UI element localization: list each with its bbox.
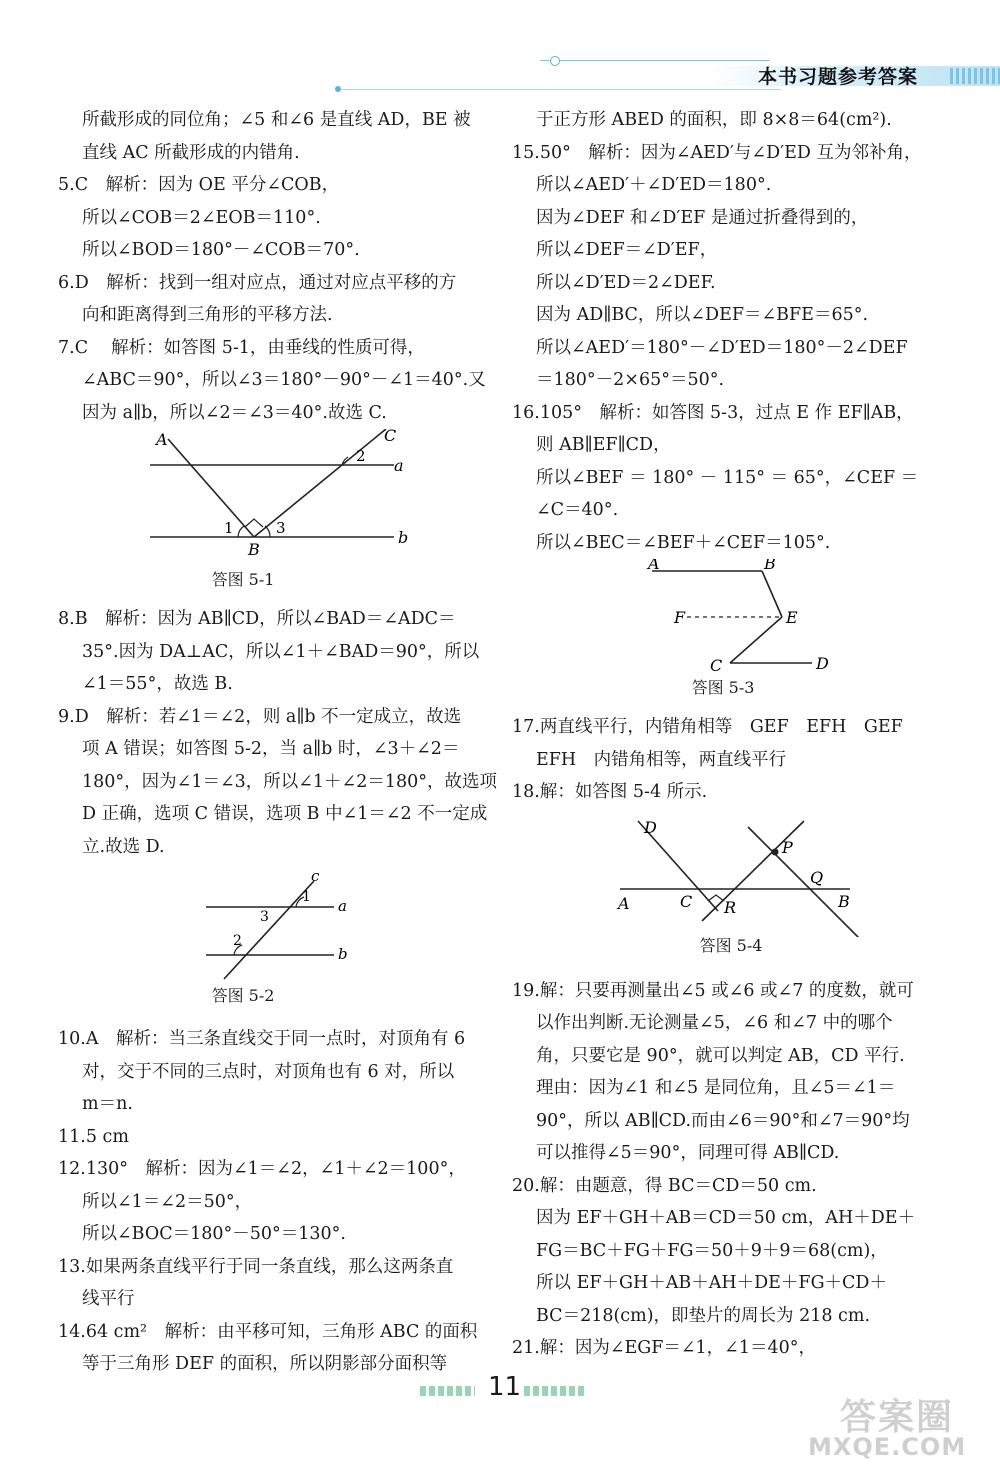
segment-BE bbox=[762, 571, 782, 617]
arc-1 bbox=[238, 526, 244, 537]
text-line: 18.解：如答图 5-4 所示. bbox=[512, 782, 708, 802]
label-3: 3 bbox=[260, 909, 269, 925]
text-line: 项 A 错误；如答图 5-2，当 a∥b 时，∠3＋∠2＝ bbox=[82, 739, 460, 759]
line-PQ bbox=[748, 827, 860, 937]
text-line: 对，交于不同的三点时，对顶角也有 6 对，所以 bbox=[82, 1061, 455, 1082]
label-b: b bbox=[338, 945, 348, 963]
text-line: 所以∠1＝∠2＝50°， bbox=[82, 1191, 253, 1212]
text-line: 直线 AC 所截形成的内错角. bbox=[82, 142, 300, 163]
text-line: 20.解：由题意，得 BC＝CD＝50 cm. bbox=[512, 1175, 817, 1196]
text-line: 21.解：因为∠EGF＝∠1，∠1＝40°， bbox=[512, 1338, 817, 1358]
right-block-1 bbox=[512, 104, 942, 559]
line-ab bbox=[168, 439, 254, 537]
text-line: 所截形成的同位角；∠5 和∠6 是直线 AD，BE 被 bbox=[82, 110, 471, 130]
watermark-bottom: MXQE.COM bbox=[808, 1433, 967, 1461]
figure-5-4 bbox=[512, 809, 942, 937]
footer-left-ornament bbox=[420, 1386, 475, 1396]
right-angle-mark bbox=[708, 895, 724, 901]
right-angle-mark bbox=[245, 519, 263, 527]
text-line: 理由：因为∠1 和∠5 是同位角，且∠5＝∠1＝ bbox=[536, 1078, 896, 1098]
text-line: m＝n. bbox=[82, 1094, 133, 1114]
segment-EC bbox=[730, 617, 782, 663]
right-block-3 bbox=[512, 975, 942, 1365]
text-line: ∠ABC＝90°，所以∠3＝180°－90°－∠1＝40°.又 bbox=[82, 370, 486, 390]
point-P bbox=[772, 848, 779, 855]
line-bc bbox=[254, 429, 386, 537]
text-line: 17.两直线平行，内错角相等 GEF EFH GEF bbox=[512, 717, 903, 737]
watermark-top: 答案圈 bbox=[840, 1397, 955, 1438]
text-line: ＝180°－2×65°＝50°. bbox=[536, 370, 725, 390]
label-C: C bbox=[384, 429, 397, 445]
right-column bbox=[512, 104, 942, 1365]
text-line: 所以 EF＋GH＋AB＋AH＋DE＋FG＋CD＋ bbox=[536, 1273, 887, 1293]
label-C: C bbox=[680, 891, 693, 911]
label-B: B bbox=[764, 559, 776, 573]
left-block-3 bbox=[58, 1023, 488, 1381]
text-line: BC＝218(cm)，即垫片的周长为 218 cm. bbox=[536, 1305, 871, 1326]
text-line: 11.5 cm bbox=[58, 1126, 129, 1147]
text-line: 因为 a∥b，所以∠2＝∠3＝40°.故选 C. bbox=[82, 402, 387, 423]
caption-5-4: 答图 5-4 bbox=[699, 935, 763, 955]
text-line: ∠1＝55°，故选 B. bbox=[82, 674, 233, 694]
label-A: A bbox=[648, 559, 660, 573]
label-a: a bbox=[394, 456, 404, 475]
text-line: 180°，因为∠1＝∠3，所以∠1＋∠2＝180°，故选项 bbox=[82, 771, 497, 792]
left-block-1 bbox=[58, 104, 488, 429]
text-line: 9.D 解析：若∠1＝∠2，则 a∥b 不一定成立，故选 bbox=[58, 706, 462, 727]
label-Q: Q bbox=[810, 867, 824, 887]
header-rule bbox=[540, 60, 770, 61]
caption-5-1: 答图 5-1 bbox=[211, 570, 275, 589]
text-line: 所以∠AED′＋∠D′ED＝180°. bbox=[536, 175, 772, 195]
text-line: 所以∠COB＝2∠EOB＝110°. bbox=[82, 207, 321, 228]
label-2: 2 bbox=[356, 447, 366, 465]
text-line: 因为 EF＋GH＋AB＝CD＝50 cm，AH＋DE＋ bbox=[536, 1208, 916, 1228]
text-line: EFH 内错角相等，两直线平行 bbox=[536, 749, 787, 770]
text-line: 8.B 解析：因为 AB∥CD，所以∠BAD＝∠ADC＝ bbox=[58, 609, 456, 629]
figure-5-2 bbox=[58, 863, 488, 985]
right-block-2 bbox=[512, 711, 942, 809]
header-title: 本书习题参考答案 bbox=[758, 66, 919, 88]
text-line: 因为∠DEF 和∠D′EF 是通过折叠得到的， bbox=[536, 207, 869, 228]
text-line: 13.如果两条直线平行于同一条直线，那么这两条直 bbox=[58, 1256, 454, 1277]
text-line: 7.C 解析：如答图 5-1，由垂线的性质可得， bbox=[58, 337, 425, 358]
text-line: 则 AB∥EF∥CD， bbox=[536, 435, 671, 455]
label-2: 2 bbox=[233, 933, 242, 949]
label-a: a bbox=[338, 897, 347, 915]
text-line: 等于三角形 DEF 的面积，所以阴影部分面积等 bbox=[82, 1354, 448, 1374]
text-line: 5.C 解析：因为 OE 平分∠COB， bbox=[58, 175, 340, 195]
figure-5-1 bbox=[58, 429, 488, 579]
figure-5-2-svg bbox=[58, 863, 488, 985]
figure-5-3-svg bbox=[512, 559, 942, 677]
label-B: B bbox=[248, 540, 260, 559]
left-block-2 bbox=[58, 603, 497, 863]
text-line: 所以∠BOC＝180°－50°＝130°. bbox=[82, 1224, 346, 1244]
text-line: 19.解：只要再测量出∠5 或∠6 或∠7 的度数，就可 bbox=[512, 980, 914, 1001]
text-line: 向和距离得到三角形的平移方法. bbox=[82, 305, 333, 325]
label-A: A bbox=[618, 893, 630, 913]
text-line: 立.故选 D. bbox=[82, 836, 165, 857]
label-A: A bbox=[156, 430, 168, 449]
figure-5-3 bbox=[512, 559, 942, 677]
label-F: F bbox=[674, 608, 686, 627]
label-C: C bbox=[710, 656, 723, 675]
text-line: FG＝BC＋FG＋FG＝50＋9＋9＝68(cm)， bbox=[536, 1240, 888, 1261]
label-P: P bbox=[782, 837, 793, 857]
text-line: 14.64 cm² 解析：由平移可知，三角形 ABC 的面积 bbox=[58, 1321, 478, 1342]
page-header bbox=[540, 52, 1000, 88]
header-dot-icon bbox=[550, 56, 560, 66]
line-RP bbox=[702, 821, 804, 921]
line-c bbox=[224, 881, 314, 979]
text-line: 所以∠DEF＝∠D′EF， bbox=[536, 240, 718, 260]
text-line: 6.D 解析：找到一组对应点，通过对应点平移的方 bbox=[58, 272, 457, 293]
label-3: 3 bbox=[276, 519, 286, 537]
text-line: 所以∠BEC＝∠BEF＋∠CEF＝105°. bbox=[536, 532, 831, 553]
figure-5-4-svg bbox=[512, 809, 942, 937]
footer-right-ornament bbox=[524, 1386, 584, 1396]
text-line: 16.105° 解析：如答图 5-3，过点 E 作 EF∥AB， bbox=[512, 402, 914, 423]
text-line: 35°.因为 DA⊥AC，所以∠1＋∠BAD＝90°，所以 bbox=[82, 641, 480, 662]
text-line: 12.130° 解析：因为∠1＝∠2，∠1＋∠2＝100°， bbox=[58, 1159, 466, 1179]
label-E: E bbox=[786, 608, 798, 627]
text-line: 线平行 bbox=[82, 1289, 135, 1309]
page-footer bbox=[420, 1372, 620, 1412]
text-line: 可以推得∠5＝90°，同理可得 AB∥CD. bbox=[536, 1143, 840, 1163]
caption-5-2: 答图 5-2 bbox=[211, 986, 275, 1005]
text-line: 90°，所以 AB∥CD.而由∠6＝90°和∠7＝90°均 bbox=[536, 1110, 910, 1131]
text-line: 所以∠BOD＝180°－∠COB＝70°. bbox=[82, 240, 360, 260]
label-1: 1 bbox=[302, 889, 311, 905]
label-D: D bbox=[816, 654, 829, 673]
caption-5-3: 答图 5-3 bbox=[691, 678, 755, 697]
label-B: B bbox=[838, 891, 850, 911]
header-underline bbox=[341, 89, 781, 90]
left-column bbox=[58, 104, 497, 1381]
label-c: c bbox=[311, 867, 320, 885]
label-D: D bbox=[644, 817, 657, 837]
text-line: 因为 AD∥BC，所以∠DEF＝∠BFE＝65°. bbox=[536, 305, 869, 325]
text-line: 所以∠BEF ＝ 180° － 115° ＝ 65°，∠CEF ＝ bbox=[536, 467, 919, 488]
label-R: R bbox=[724, 897, 737, 917]
header-stripes bbox=[950, 68, 1000, 84]
text-line: 以作出判断.无论测量∠5，∠6 和∠7 中的哪个 bbox=[536, 1013, 893, 1033]
label-b: b bbox=[398, 528, 409, 547]
text-line: 10.A 解析：当三条直线交于同一点时，对顶角有 6 bbox=[58, 1029, 466, 1049]
text-line: 角，只要它是 90°，就可以判定 AB，CD 平行. bbox=[536, 1045, 905, 1066]
watermark bbox=[800, 1395, 995, 1465]
text-line: 所以∠D′ED＝2∠DEF. bbox=[536, 272, 716, 293]
text-line: ∠C＝40°. bbox=[536, 500, 619, 520]
page-number: 11 bbox=[488, 1372, 522, 1402]
text-line: 15.50° 解析：因为∠AED′与∠D′ED 互为邻补角， bbox=[512, 142, 922, 163]
label-1: 1 bbox=[224, 519, 234, 537]
figure-5-1-svg bbox=[58, 429, 488, 579]
text-line: D 正确，选项 C 错误，选项 B 中∠1＝∠2 不一定成 bbox=[82, 804, 488, 824]
text-line: 所以∠AED′＝180°－∠D′ED＝180°－2∠DEF bbox=[536, 337, 908, 358]
text-line: 于正方形 ABED 的面积，即 8×8＝64(cm²). bbox=[536, 110, 892, 130]
